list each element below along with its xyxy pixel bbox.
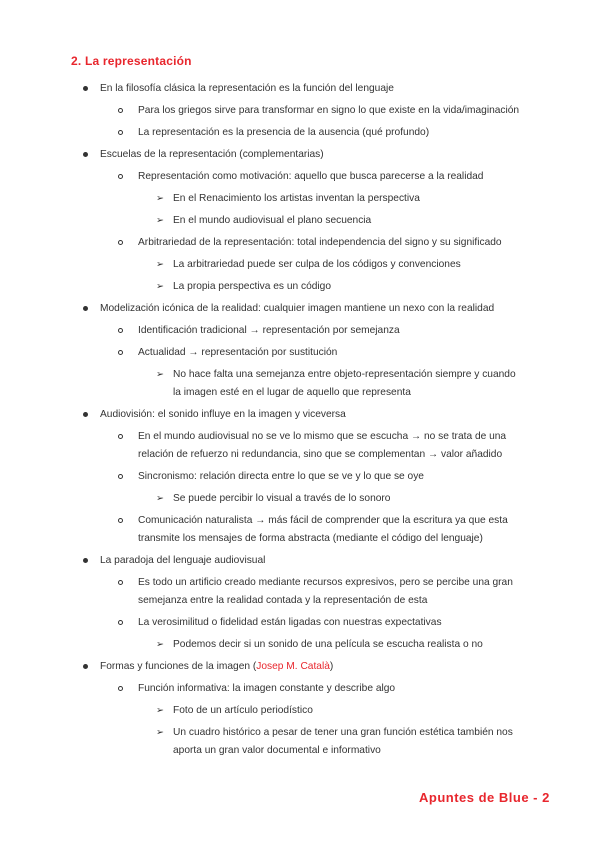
- bullet-icon: [83, 412, 88, 417]
- circle-bullet-icon: [118, 108, 123, 113]
- list-item: Para los griegos sirve para transformar en signo lo que existe en la vida/imaginación: [138, 105, 520, 116]
- arrow-bullet-icon: ➢: [156, 727, 164, 738]
- list-item: En el Renacimiento los artistas inventan la perspectiva: [173, 193, 420, 204]
- author-name: Josep M. Català: [256, 661, 330, 672]
- list-item-continuation: transmite los mensajes de forma abstracta (mediante el código del lenguaje): [138, 533, 483, 544]
- list-item: No hace falta una semejanza entre objeto-representación siempre y cuando: [173, 369, 516, 380]
- list-item: La propia perspectiva es un código: [173, 281, 332, 292]
- list-item: La paradoja del lenguaje audiovisual: [100, 555, 266, 566]
- arrow-bullet-icon: ➢: [156, 259, 164, 270]
- list-item-text: Formas y funciones de la imagen (: [100, 661, 257, 672]
- list-item: Comunicación naturalista → más fácil de comprender que la escritura ya que esta: [138, 515, 508, 526]
- circle-bullet-icon: [118, 518, 123, 523]
- list-item: Sincronismo: relación directa entre lo que se ve y lo que se oye: [138, 471, 424, 482]
- page-footer: Apuntes de Blue - 2: [419, 790, 550, 805]
- list-item: Arbitrariedad de la representación: total independencia del signo y su significado: [138, 237, 502, 248]
- list-item: La arbitrariedad puede ser culpa de los códigos y convenciones: [173, 259, 461, 270]
- bullet-icon: [83, 306, 88, 311]
- list-item: La verosimilitud o fidelidad están ligadas con nuestras expectativas: [138, 617, 442, 628]
- circle-bullet-icon: [118, 174, 123, 179]
- list-item-continuation: aporta un gran valor documental e informativo: [173, 745, 381, 756]
- circle-bullet-icon: [118, 686, 123, 691]
- list-item: En el mundo audiovisual no se ve lo mismo que se escucha → no se trata de una: [138, 431, 507, 442]
- circle-bullet-icon: [118, 328, 123, 333]
- arrow-bullet-icon: ➢: [156, 193, 164, 204]
- circle-bullet-icon: [118, 434, 123, 439]
- circle-bullet-icon: [118, 240, 123, 245]
- circle-bullet-icon: [118, 474, 123, 479]
- list-item: Modelización icónica de la realidad: cualquier imagen mantiene un nexo con la realidad: [100, 303, 495, 314]
- list-item-continuation: relación de refuerzo ni redundancia, sino que se complementan → valor añadido: [138, 449, 503, 460]
- list-item: En el mundo audiovisual el plano secuencia: [173, 215, 372, 226]
- bullet-icon: [83, 86, 88, 91]
- arrow-bullet-icon: ➢: [156, 281, 164, 292]
- bullet-icon: [83, 664, 88, 669]
- section-title: 2. La representación: [71, 54, 192, 68]
- list-item: Audiovisión: el sonido influye en la imagen y viceversa: [100, 409, 346, 420]
- arrow-bullet-icon: ➢: [156, 369, 164, 380]
- arrow-bullet-icon: ➢: [156, 215, 164, 226]
- list-item: Foto de un artículo periodístico: [173, 705, 313, 716]
- bullet-icon: [83, 152, 88, 157]
- arrow-bullet-icon: ➢: [156, 493, 164, 504]
- list-item: La representación es la presencia de la ausencia (qué profundo): [138, 127, 430, 138]
- list-item-text: ): [329, 661, 334, 672]
- list-item: Representación como motivación: aquello que busca parecerse a la realidad: [138, 171, 484, 182]
- circle-bullet-icon: [118, 580, 123, 585]
- circle-bullet-icon: [118, 620, 123, 625]
- list-item: Se puede percibir lo visual a través de lo sonoro: [173, 493, 391, 504]
- list-item: [100, 658, 333, 676]
- list-item: Identificación tradicional → representación por semejanza: [138, 325, 400, 336]
- circle-bullet-icon: [118, 350, 123, 355]
- list-item: Podemos decir si un sonido de una película se escucha realista o no: [173, 639, 483, 650]
- bullet-icon: [83, 558, 88, 563]
- arrow-bullet-icon: ➢: [156, 639, 164, 650]
- list-item: Función informativa: la imagen constante y describe algo: [138, 683, 396, 694]
- list-item: Actualidad → representación por sustitución: [138, 347, 338, 358]
- list-item: Es todo un artificio creado mediante recursos expresivos, pero se percibe una gran: [138, 577, 513, 588]
- list-item: Un cuadro histórico a pesar de tener una gran función estética también nos: [173, 727, 513, 738]
- list-item-continuation: la imagen esté en el lugar de aquello que representa: [173, 387, 411, 398]
- arrow-bullet-icon: ➢: [156, 705, 164, 716]
- list-item-continuation: semejanza entre la realidad contada y la representación de esta: [138, 595, 428, 606]
- circle-bullet-icon: [118, 130, 123, 135]
- list-item: En la filosofía clásica la representación es la función del lenguaje: [100, 83, 394, 94]
- list-item: Escuelas de la representación (complementarias): [100, 149, 324, 160]
